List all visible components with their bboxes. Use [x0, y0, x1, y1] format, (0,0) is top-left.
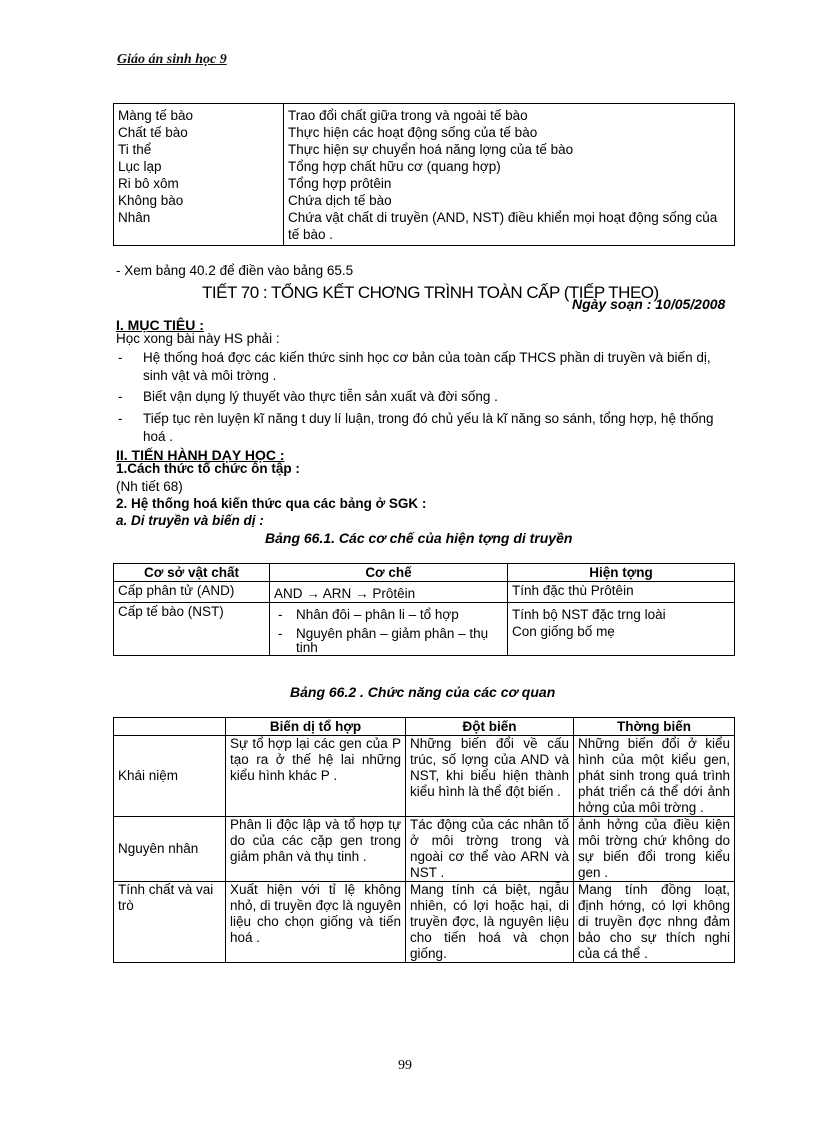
phenomenon-item: Con giống bố mẹ	[512, 624, 615, 639]
organelle-cell: Ti thể	[114, 141, 284, 158]
table-row	[114, 104, 735, 125]
objective-item: - Tiếp tục rèn luyện kĩ năng t duy lí luận, trong đó chủ yếu là kĩ năng so sánh, tổng hợp, hệ thống hoá .	[118, 411, 714, 444]
heredity-mechanism-table	[113, 563, 735, 656]
section-2-heading: II. TIẾN HÀNH DẠY HỌC :	[116, 447, 285, 463]
basis-cell: Cấp phân tử (AND)	[114, 582, 270, 603]
table-row	[114, 603, 735, 656]
table-row	[114, 175, 735, 192]
column-header	[114, 718, 226, 736]
table-row	[114, 817, 735, 882]
organelle-cell: Lục lạp	[114, 158, 284, 175]
table-2-caption: Bảng 66.1. Các cơ chế của hiện tợng di truyền	[265, 530, 573, 546]
table-cell: Tác động của các nhân tố ở môi trờng trong và ngoài cơ thể vào ARN và NST .	[406, 817, 574, 882]
molecule-label: ARN	[322, 586, 352, 601]
note-text: - Xem bảng 40.2 để điền vào bảng 65.5	[116, 263, 354, 278]
molecule-label: Prôtêin	[372, 586, 416, 601]
table-3-caption: Bảng 66.2 . Chức năng của các cơ quan	[290, 684, 556, 700]
phenomenon-cell: Tính đặc thù Prôtêin	[508, 582, 735, 603]
organelle-cell: Nhân	[114, 209, 284, 246]
table-cell: Sự tổ hợp lại các gen của P tạo ra ở thế hệ lai những kiểu hình khác P .	[226, 736, 406, 817]
variation-comparison-table	[113, 717, 735, 963]
function-cell: Tổng hợp chất hữu cơ (quang hợp)	[284, 158, 735, 175]
subsection-1-note: (Nh tiết 68)	[116, 479, 183, 494]
lesson-date: Ngày soạn : 10/05/2008	[572, 296, 726, 312]
row-label-cell: Nguyên nhân	[114, 817, 226, 882]
section-1-intro: Học xong bài này HS phải :	[116, 331, 280, 346]
table-cell: Những biến đổi về cấu trúc, số lợng của AND và NST, khi biểu hiện thành kiểu hình là thể đột biến .	[406, 736, 574, 817]
table-cell: Xuất hiện với tỉ lệ không nhỏ, di truyền đợc là nguyên liệu cho chọn giống và tiến hoá .	[226, 882, 406, 963]
mechanism-cell	[270, 603, 508, 656]
organelle-function-table	[113, 103, 735, 246]
objective-item: - Biết vận dụng lý thuyết vào thực tiễn sản xuất và đời sống .	[118, 389, 498, 404]
lesson-title: TIẾT 70 : TỔNG KẾT CHƠNG TRÌNH TOÀN CẤP (TIẾP THEO)	[202, 283, 659, 302]
function-cell: Chứa vật chất di truyền (AND, NST) điều khiển mọi hoạt động sống của tế bào .	[284, 209, 735, 246]
column-header: Cơ sở vật chất	[114, 564, 270, 582]
function-cell: Chứa dịch tế bào	[284, 192, 735, 209]
table-row	[114, 141, 735, 158]
mechanism-item: - Nguyên phân – giảm phân – thụ tinh	[274, 627, 503, 655]
basis-cell: Cấp tế bào (NST)	[114, 603, 270, 656]
column-header: Biến dị tổ hợp	[226, 718, 406, 736]
table-row	[114, 582, 735, 603]
row-label-cell: Khái niệm	[114, 736, 226, 817]
column-header: Cơ chế	[270, 564, 508, 582]
table-row	[114, 736, 735, 817]
subsection-2-heading: 2. Hệ thống hoá kiến thức qua các bảng ở SGK :	[116, 496, 427, 511]
function-cell: Thực hiện sự chuyển hoá năng lợng của tế bào	[284, 141, 735, 158]
table-cell: Phân li độc lập và tổ hợp tự do của các cặp gen trong giảm phân và thụ tinh .	[226, 817, 406, 882]
table-row	[114, 882, 735, 963]
table-cell: Mang tính cá biệt, ngẫu nhiên, có lợi hoặc hại, di truyền đợc, là nguyên liệu cho tiến hoá và chọn giống.	[406, 882, 574, 963]
row-label-cell: Tính chất và vai trò	[114, 882, 226, 963]
table-cell: ảnh hởng của điều kiện môi trờng chứ không do sự biến đổi trong kiểu gen .	[574, 817, 735, 882]
organelle-cell: Ri bô xôm	[114, 175, 284, 192]
column-header: Hiện tợng	[508, 564, 735, 582]
objective-item: - Hệ thống hoá đợc các kiến thức sinh học cơ bản của toàn cấp THCS phần di truyền và biến dị, sinh vật và môi trờng .	[118, 350, 711, 383]
phenomenon-item: Tính bộ NST đặc trng loài	[512, 607, 666, 622]
arrow-right-icon: →	[306, 586, 320, 601]
column-header: Thờng biến	[574, 718, 735, 736]
table-cell: Những biến đổi ở kiểu hình của một kiểu gen, phát sinh trong quá trình phát triển cá thể dới ảnh hởng của môi trờng .	[574, 736, 735, 817]
table-row	[114, 124, 735, 141]
subsection-2a-heading: a. Di truyền và biến dị :	[116, 513, 264, 528]
function-cell: Trao đổi chất giữa trong và ngoài tế bào	[284, 104, 735, 125]
mechanism-item: - Nhân đôi – phân li – tổ hợp	[274, 606, 503, 623]
table-cell: Mang tính đồng loạt, định hớng, có lợi không di truyền đợc nhng đảm bảo cho sự thích nghi của cá thể .	[574, 882, 735, 963]
column-header: Đột biến	[406, 718, 574, 736]
arrow-right-icon: →	[355, 586, 369, 601]
function-cell: Thực hiện các hoạt động sống của tế bào	[284, 124, 735, 141]
table-row	[114, 192, 735, 209]
table-row	[114, 158, 735, 175]
phenomenon-cell	[508, 603, 735, 656]
mechanism-cell	[270, 582, 508, 603]
molecule-label: AND	[274, 586, 303, 601]
organelle-cell: Không bào	[114, 192, 284, 209]
organelle-cell: Chất tế bào	[114, 124, 284, 141]
section-1-heading: I. MỤC TIÊU :	[116, 317, 204, 333]
page-number: 99	[398, 1058, 412, 1073]
function-cell: Tổng hợp prôtêin	[284, 175, 735, 192]
subsection-1-heading: 1.Cách thức tổ chức ôn tập :	[116, 461, 300, 476]
table-row	[114, 209, 735, 246]
organelle-cell: Màng tế bào	[114, 104, 284, 125]
document-header: Giáo án sinh học 9	[117, 52, 227, 67]
